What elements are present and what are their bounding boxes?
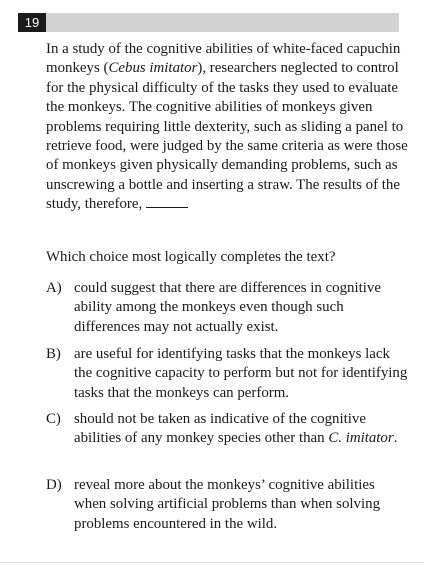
choice-d[interactable]: [46, 476, 408, 534]
question-number: 19: [18, 13, 46, 32]
choice-text: reveal more about the monkeys’ cognitive abilities when solving artificial problems than when solving problems encountered in the wild.: [74, 477, 381, 532]
choice-letter: D): [46, 477, 62, 493]
choice-text-part: should not be taken as indicative of the cognitive abilities of any monkey species other than: [74, 411, 366, 447]
choice-c[interactable]: [46, 410, 408, 449]
choice-text-part: .: [393, 430, 398, 447]
answer-blank: [146, 196, 188, 208]
question-header-bar: [18, 13, 399, 32]
passage-text-part: In a study of the cognitive abilities of white-faced capuchin monkeys (: [46, 41, 401, 77]
choice-text: are useful for identifying tasks that the monkeys lack the cognitive capacity to perform but not for identifying tasks that the monkeys can perform.: [74, 346, 408, 401]
choice-text: could suggest that there are differences in cognitive ability among the monkeys even though such differences may not actually exist.: [74, 280, 381, 335]
species-abbreviation: C. imitator: [328, 430, 394, 447]
choice-letter: C): [46, 411, 61, 427]
bottom-divider: [0, 562, 424, 563]
choice-letter: A): [46, 280, 62, 296]
question-prompt: Which choice most logically completes the text?: [46, 249, 336, 265]
passage-text: [46, 40, 408, 215]
choice-text: [74, 410, 408, 449]
choice-a[interactable]: [46, 279, 408, 337]
choice-b[interactable]: [46, 345, 408, 403]
choice-letter: B): [46, 346, 61, 362]
species-name: Cebus imitator: [108, 60, 198, 77]
passage-text-part: ), researchers neglected to control for the physical difficulty of the tasks they used to evaluate the monkeys. The cognitive abilities of monkeys given problems requiring little dexterity, such as sliding a panel to retrieve food, were judged by the same criteria as were those of monkeys given physically demanding problems, such as unscrewing a bottle and inserting a straw. The results of the study, therefore,: [46, 60, 408, 213]
